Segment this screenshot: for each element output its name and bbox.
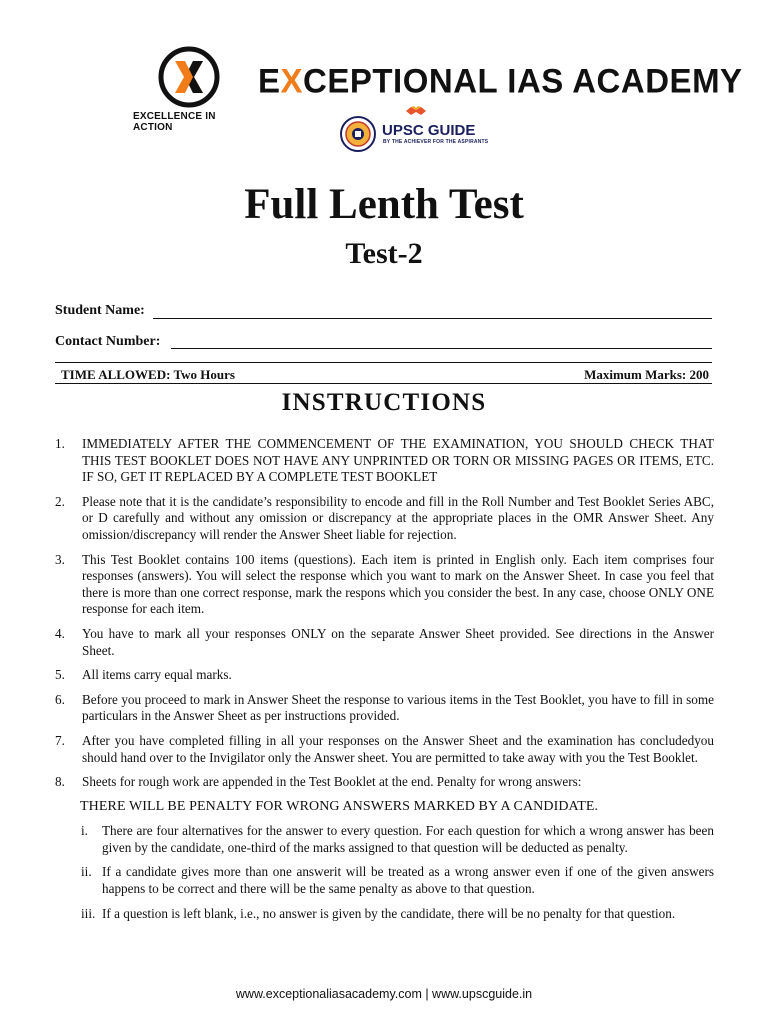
instruction-number: 1. <box>55 436 65 451</box>
penalty-text: If a question is left blank, i.e., no answer is given by the candidate, there will be no penalty for that question. <box>102 905 676 921</box>
test-number: Test-2 <box>345 237 423 270</box>
instruction-number: 2. <box>55 493 65 509</box>
bottom-divider <box>55 383 712 384</box>
instruction-text: IMMEDIATELY AFTER THE COMMENCEMENT OF THE EXAMINATION, YOU SHOULD CHECK THAT THIS TEST BOOKLET DOES NOT HAVE ANY UNPRINTED OR TORN OR MISSING PAGES OR ITEMS, ETC. IF SO, GET IT REPLACED BY A COMPLETE TEST BOOKLET <box>82 436 714 485</box>
page-title: Full Lenth Test <box>244 181 524 228</box>
brand-rest: CEPTIONAL IAS ACADEMY <box>303 61 743 100</box>
instruction-number: 5. <box>55 667 65 683</box>
upsc-guide-title: UPSC GUIDE <box>382 122 476 139</box>
penalty-item <box>55 906 714 923</box>
instruction-number: 3. <box>55 551 65 567</box>
instruction-number: 6. <box>55 691 65 707</box>
contact-number-field[interactable] <box>171 348 712 349</box>
brand-accent-letter: X <box>280 61 304 100</box>
instruction-text: This Test Booklet contains 100 items (questions). Each item is printed in English only. Each item comprises four responses (answers). You will select the response which you want to mark on the Answer Sheet. In case you feel that there is more than one correct response, mark the respons which you consider the best. In any case, choose ONLY ONE response for each item. <box>82 551 714 617</box>
instruction-item <box>55 733 714 766</box>
upsc-guide-subtitle: BY THE ACHIEVER FOR THE ASPIRANTS <box>383 139 489 145</box>
instruction-text: All items carry equal marks. <box>82 667 232 683</box>
instruction-item <box>55 552 714 618</box>
instructions-heading: INSTRUCTIONS <box>281 389 487 416</box>
handshake-icon <box>405 104 427 118</box>
penalty-text: If a candidate gives more than one answerit will be treated as a wrong answer even if one of the given answers happens to be correct and there will be the same penalty as above to that question. <box>102 864 714 897</box>
penalty-text: There are four alternatives for the answer to every question. For each question for which a wrong answer has been given by the candidate, one-third of the marks assigned to that question will be deducted as penalty. <box>102 823 714 855</box>
brand-prefix: E <box>258 61 281 100</box>
instruction-item <box>55 692 714 725</box>
student-name-field[interactable] <box>153 318 712 319</box>
instruction-number: 7. <box>55 732 65 748</box>
instruction-text: Before you proceed to mark in Answer Sheet the response to various items in the Test Booklet, you have to fill in some particulars in the Answer Sheet as per instructions provided. <box>82 691 714 724</box>
instruction-item <box>55 436 714 486</box>
upsc-guide-emblem-icon <box>340 116 376 152</box>
instruction-number: 8. <box>55 774 65 790</box>
penalty-number: iii. <box>81 905 96 921</box>
footer-websites: www.exceptionaliasacademy.com | www.upscguide.in <box>235 987 533 1001</box>
contact-number-label: Contact Number: <box>55 334 161 349</box>
instruction-text: You have to mark all your responses ONLY on the separate Answer Sheet provided. See directions in the Answer Sheet. <box>82 625 714 658</box>
penalty-heading: THERE WILL BE PENALTY FOR WRONG ANSWERS MARKED BY A CANDIDATE. <box>80 798 599 814</box>
academy-tagline: EXCELLENCE IN ACTION <box>133 111 216 133</box>
student-name-label: Student Name: <box>55 303 145 318</box>
instruction-item <box>55 667 714 684</box>
instructions-list <box>55 436 714 930</box>
penalty-item <box>55 823 714 856</box>
instruction-item <box>55 626 714 659</box>
penalty-item <box>55 864 714 897</box>
top-divider <box>55 362 712 363</box>
instruction-text: Please note that it is the candidate’s responsibility to encode and fill in the Roll Number and Test Booklet Series ABC, or D carefully and without any omission or discrepancy at the appropriate places in the OMR Answer Sheet. Any omission/discrepancy will render the Answer Sheet liable for rejection. <box>82 493 714 542</box>
academy-x-logo-icon <box>158 46 220 108</box>
time-allowed: TIME ALLOWED: Two Hours <box>61 367 235 382</box>
maximum-marks: Maximum Marks: 200 <box>584 367 709 382</box>
penalty-number: i. <box>81 823 88 839</box>
instruction-text: After you have completed filling in all your responses on the Answer Sheet and the examination has concludedyou should hand over to the Invigilator only the Answer sheet. You are permitted to take away with you the Test Booklet. <box>82 732 714 765</box>
instruction-item <box>55 494 714 544</box>
penalty-number: ii. <box>81 864 92 880</box>
academy-name <box>258 61 743 101</box>
instruction-item <box>55 774 714 791</box>
instruction-number: 4. <box>55 625 65 641</box>
instruction-text: Sheets for rough work are appended in the Test Booklet at the end. Penalty for wrong answers: <box>82 774 582 790</box>
exam-info-row <box>61 367 709 383</box>
